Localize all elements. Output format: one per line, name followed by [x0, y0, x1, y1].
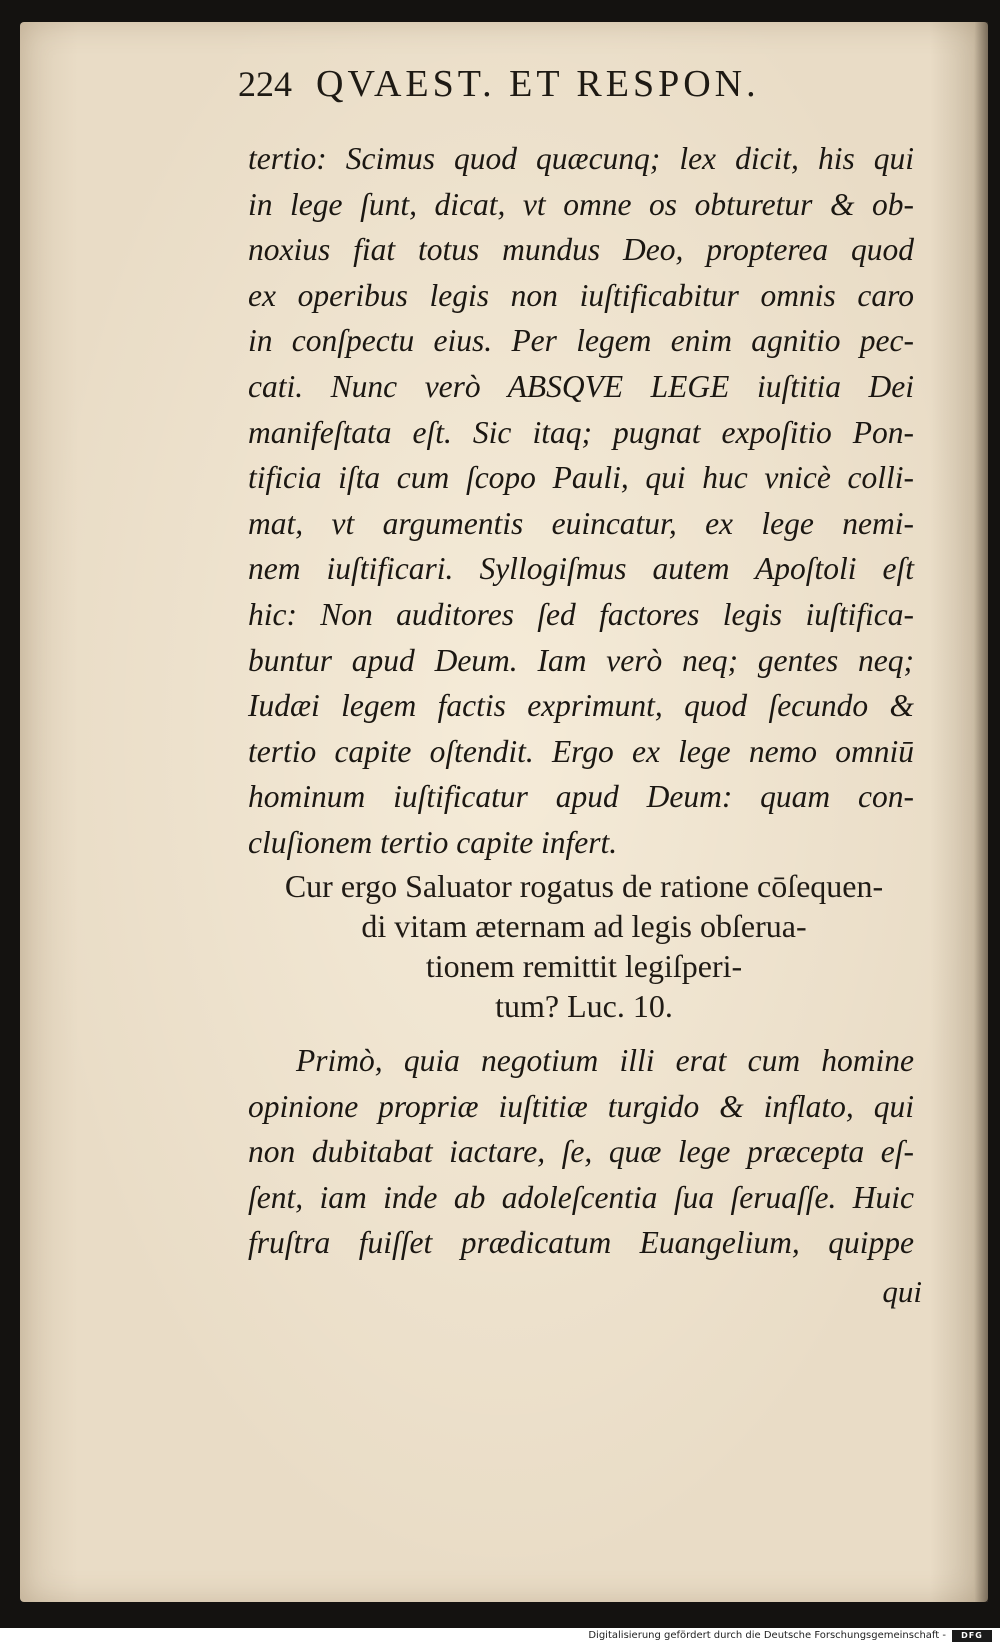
text-line: mat, vt argumentis euincatur, ex lege nemi-: [248, 505, 914, 541]
text-line: buntur apud Deum. Iam verò neq; gentes neq;: [248, 642, 914, 678]
running-title: QVAEST. ET RESPON.: [316, 63, 760, 105]
text-line: ex operibus legis non iuſtificabitur omnis caro: [248, 277, 914, 313]
paragraph-1: [248, 136, 914, 866]
text-line: noxius fiat totus mundus Deo, propterea quod: [248, 232, 914, 268]
text-line: in lege ſunt, dicat, vt omne os obturetur & ob-: [248, 186, 914, 222]
text-line: nem iuſtificari. Syllogiſmus autem Apoſtoli eſt: [248, 551, 914, 587]
heading-line: tum? Luc. 10.: [495, 988, 673, 1024]
text-line: tificia iſta cum ſcopo Pauli, qui huc vnicè colli-: [248, 460, 914, 496]
page-edge: [974, 22, 988, 1602]
paragraph-2: [248, 1038, 914, 1266]
text-line: tertio capite oſtendit. Ergo ex lege nemo omniū: [248, 733, 914, 769]
text-line: cati. Nunc verò ABSQVE LEGE iuſtitia Dei: [248, 368, 914, 404]
page-number: 224: [238, 64, 292, 104]
text-line: cluſionem tertio capite infert.: [248, 824, 618, 860]
dfg-logo: DFG: [952, 1630, 992, 1642]
page-header: [238, 62, 878, 122]
text-line: Primò, quia negotium illi erat cum homine: [296, 1043, 914, 1078]
text-line: hominum iuſtificatur apud Deum: quam con-: [248, 779, 914, 815]
text-line: in conſpectu eius. Per legem enim agnitio pec-: [248, 323, 914, 359]
text-line: tertio: Scimus quod quæcunq; lex dicit, his qui: [248, 141, 914, 176]
question-heading: [248, 866, 920, 1026]
text-line: hic: Non auditores ſed factores legis iuſtifica-: [248, 596, 914, 632]
text-line: ſent, iam inde ab adoleſcentia ſua ſeruaſſe. Huic: [248, 1179, 914, 1215]
text-line: fruſtra fuiſſet prædicatum Euangelium, quippe: [248, 1225, 914, 1261]
text-line: manifeſtata eſt. Sic itaq; pugnat expoſitio Pon-: [248, 414, 914, 450]
heading-line: tionem remittit legiſperi-: [425, 948, 743, 984]
heading-line: Cur ergo Saluator rogatus de ratione cōſequen-: [284, 868, 884, 904]
text-line: Iudæi legem factis exprimunt, quod ſecundo &: [248, 688, 914, 724]
heading-line: di vitam æternam ad legis obſerua-: [361, 908, 807, 944]
text-line: non dubitabat iactare, ſe, quæ lege præcepta eſ-: [248, 1134, 914, 1170]
digitization-credit: Digitalisierung gefördert durch die Deutsche Forschungsgemeinschaft -: [588, 1630, 946, 1641]
catchword: qui: [882, 1274, 922, 1309]
text-line: opinione propriæ iuſtitiæ turgido & inflato, qui: [248, 1088, 914, 1124]
